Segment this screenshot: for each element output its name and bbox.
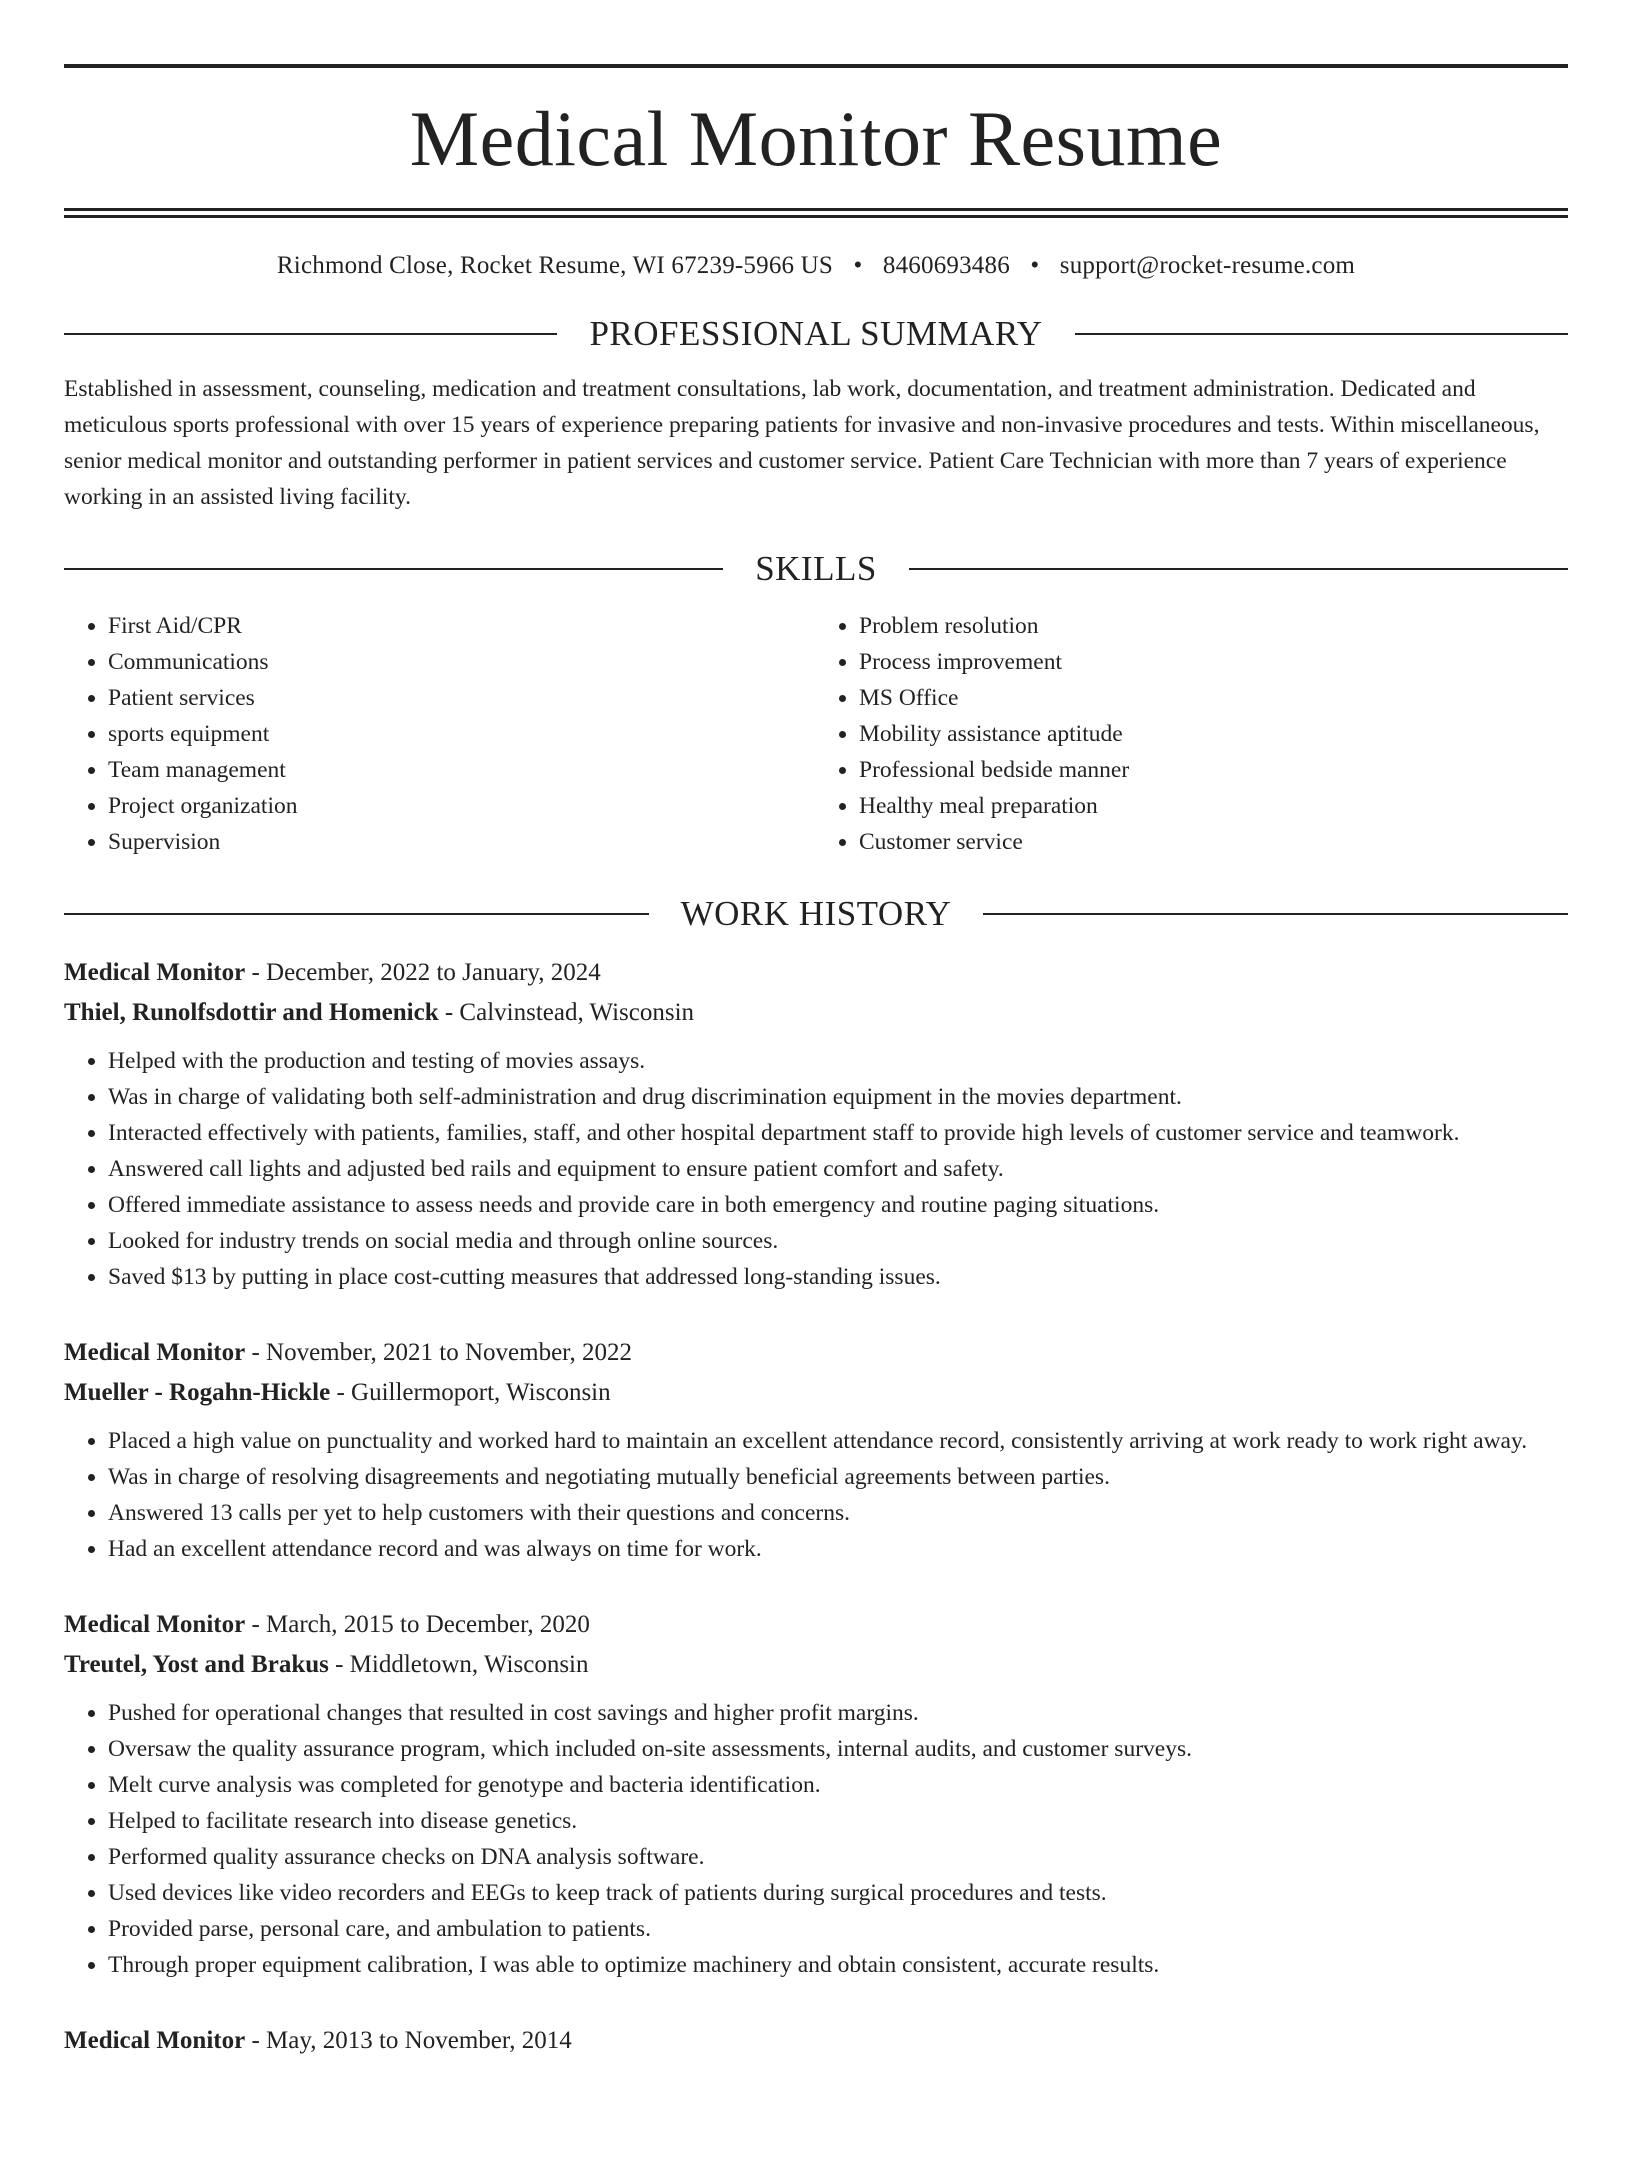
summary-text: Established in assessment, counseling, medication and treatment consultations, lab work, documentation, and treatment administration. Dedicated and meticulous sports professional with over 15 years of experience preparing patients for invasive and non-invasive procedures and tests. Within miscellaneous, senior medical monitor and outstanding performer in patient services and customer service. Patient Care Technician with more than 7 years of experience working in an assisted living facility. — [64, 376, 1540, 510]
heading-rule — [1075, 333, 1568, 335]
job-entry — [64, 2021, 1568, 2061]
job-location: - Calvinstead, Wisconsin — [438, 999, 695, 1026]
contact-line — [64, 252, 1568, 280]
heading-rule — [64, 913, 649, 915]
job-location: - Guillermoport, Wisconsin — [330, 1379, 611, 1406]
job-company-line — [64, 1645, 1568, 1685]
work-history — [64, 953, 1568, 2061]
job-title-line — [64, 1605, 1568, 1645]
job-bullet: • Helped to facilitate research into disease genetics. — [108, 1803, 1568, 1839]
job-bullet: • Had an excellent attendance record and was always on time for work. — [108, 1531, 1568, 1567]
title-double-rule — [64, 208, 1568, 218]
job-bullet: • Used devices like video recorders and EEGs to keep track of patients during surgical procedures and tests. — [108, 1875, 1568, 1911]
job-dates: - November, 2021 to November, 2022 — [245, 1339, 633, 1366]
job-entry — [64, 1605, 1568, 1983]
job-bullet: • Provided parse, personal care, and ambulation to patients. — [108, 1911, 1568, 1947]
work-heading-label: WORK HISTORY — [680, 894, 952, 933]
heading-rule — [983, 913, 1568, 915]
job-bullet: • Pushed for operational changes that resulted in cost savings and higher profit margins. — [108, 1695, 1568, 1731]
skill-item: • Problem resolution — [859, 608, 1568, 644]
job-bullet: • Oversaw the quality assurance program, which included on-site assessments, internal audits, and customer surveys. — [108, 1731, 1568, 1767]
work-heading — [64, 896, 1568, 931]
job-role: Medical Monitor — [64, 1339, 246, 1366]
skills-list — [64, 608, 1568, 860]
job-dates: - December, 2022 to January, 2024 — [245, 959, 601, 986]
job-entry — [64, 1333, 1568, 1567]
heading-rule — [64, 568, 723, 570]
job-company-line — [64, 1373, 1568, 1413]
page-title: Medical Monitor Resume — [409, 95, 1223, 182]
skill-item: • Patient services — [108, 680, 817, 716]
heading-rule — [64, 333, 557, 335]
skill-item: • sports equipment — [108, 716, 817, 752]
job-bullet: • Answered 13 calls per yet to help customers with their questions and concerns. — [108, 1495, 1568, 1531]
skill-item: • Mobility assistance aptitude — [859, 716, 1568, 752]
job-bullet: • Through proper equipment calibration, I was able to optimize machinery and obtain consistent, accurate results. — [108, 1947, 1568, 1983]
job-location: - Middletown, Wisconsin — [328, 1651, 589, 1678]
skills-heading-label: SKILLS — [755, 549, 877, 588]
job-role: Medical Monitor — [64, 1611, 246, 1638]
skills-column-right — [817, 608, 1568, 860]
skill-item: • Project organization — [108, 788, 817, 824]
skill-item: • Supervision — [108, 824, 817, 860]
skill-item: • Communications — [108, 644, 817, 680]
job-bullet: • Interacted effectively with patients, families, staff, and other hospital department staff to provide high levels of customer service and teamwork. — [108, 1115, 1568, 1151]
skill-item: • MS Office — [859, 680, 1568, 716]
job-dates: - May, 2013 to November, 2014 — [245, 2027, 572, 2054]
job-company: Mueller - Rogahn-Hickle — [64, 1379, 331, 1406]
contact-address: Richmond Close, Rocket Resume, WI 67239-5966 US — [276, 252, 834, 279]
job-bullet: • Was in charge of resolving disagreements and negotiating mutually beneficial agreements between parties. — [108, 1459, 1568, 1495]
skills-heading — [64, 551, 1568, 586]
job-entry — [64, 953, 1568, 1295]
skill-item: • First Aid/CPR — [108, 608, 817, 644]
job-company-line — [64, 993, 1568, 1033]
skill-item: • Customer service — [859, 824, 1568, 860]
job-bullet: • Performed quality assurance checks on DNA analysis software. — [108, 1839, 1568, 1875]
job-bullet: • Looked for industry trends on social media and through online sources. — [108, 1223, 1568, 1259]
skill-item: • Team management — [108, 752, 817, 788]
resume-page — [0, 64, 1632, 2176]
job-company: Treutel, Yost and Brakus — [64, 1651, 329, 1678]
job-bullets — [64, 1423, 1568, 1567]
contact-phone: 8460693486 — [882, 252, 1010, 279]
skill-item: • Process improvement — [859, 644, 1568, 680]
job-bullets — [64, 1043, 1568, 1295]
skill-item: • Healthy meal preparation — [859, 788, 1568, 824]
job-bullet: • Offered immediate assistance to assess needs and provide care in both emergency and routine paging situations. — [108, 1187, 1568, 1223]
job-title-line — [64, 1333, 1568, 1373]
job-company: Thiel, Runolfsdottir and Homenick — [64, 999, 439, 1026]
job-bullet: • Saved $13 by putting in place cost-cutting measures that addressed long-standing issues. — [108, 1259, 1568, 1295]
contact-separator: • — [1030, 252, 1040, 279]
summary-heading — [64, 316, 1568, 351]
summary-heading-label: PROFESSIONAL SUMMARY — [589, 314, 1043, 353]
job-role: Medical Monitor — [64, 959, 246, 986]
top-rule — [64, 64, 1568, 68]
heading-rule — [909, 568, 1568, 570]
job-bullet: • Placed a high value on punctuality and worked hard to maintain an excellent attendance record, consistently arriving at work ready to work right away. — [108, 1423, 1568, 1459]
skills-column-left — [64, 608, 817, 860]
job-dates: - March, 2015 to December, 2020 — [245, 1611, 590, 1638]
skill-item: • Professional bedside manner — [859, 752, 1568, 788]
job-bullet: • Answered call lights and adjusted bed rails and equipment to ensure patient comfort and safety. — [108, 1151, 1568, 1187]
job-title-line — [64, 2021, 1568, 2061]
job-bullet: • Melt curve analysis was completed for genotype and bacteria identification. — [108, 1767, 1568, 1803]
job-role: Medical Monitor — [64, 2027, 246, 2054]
job-bullets — [64, 1695, 1568, 1983]
contact-separator: • — [853, 252, 863, 279]
contact-email: support@rocket-resume.com — [1059, 252, 1356, 279]
job-title-line — [64, 953, 1568, 993]
job-bullet: • Was in charge of validating both self-administration and drug discrimination equipment in the movies department. — [108, 1079, 1568, 1115]
job-bullet: • Helped with the production and testing of movies assays. — [108, 1043, 1568, 1079]
